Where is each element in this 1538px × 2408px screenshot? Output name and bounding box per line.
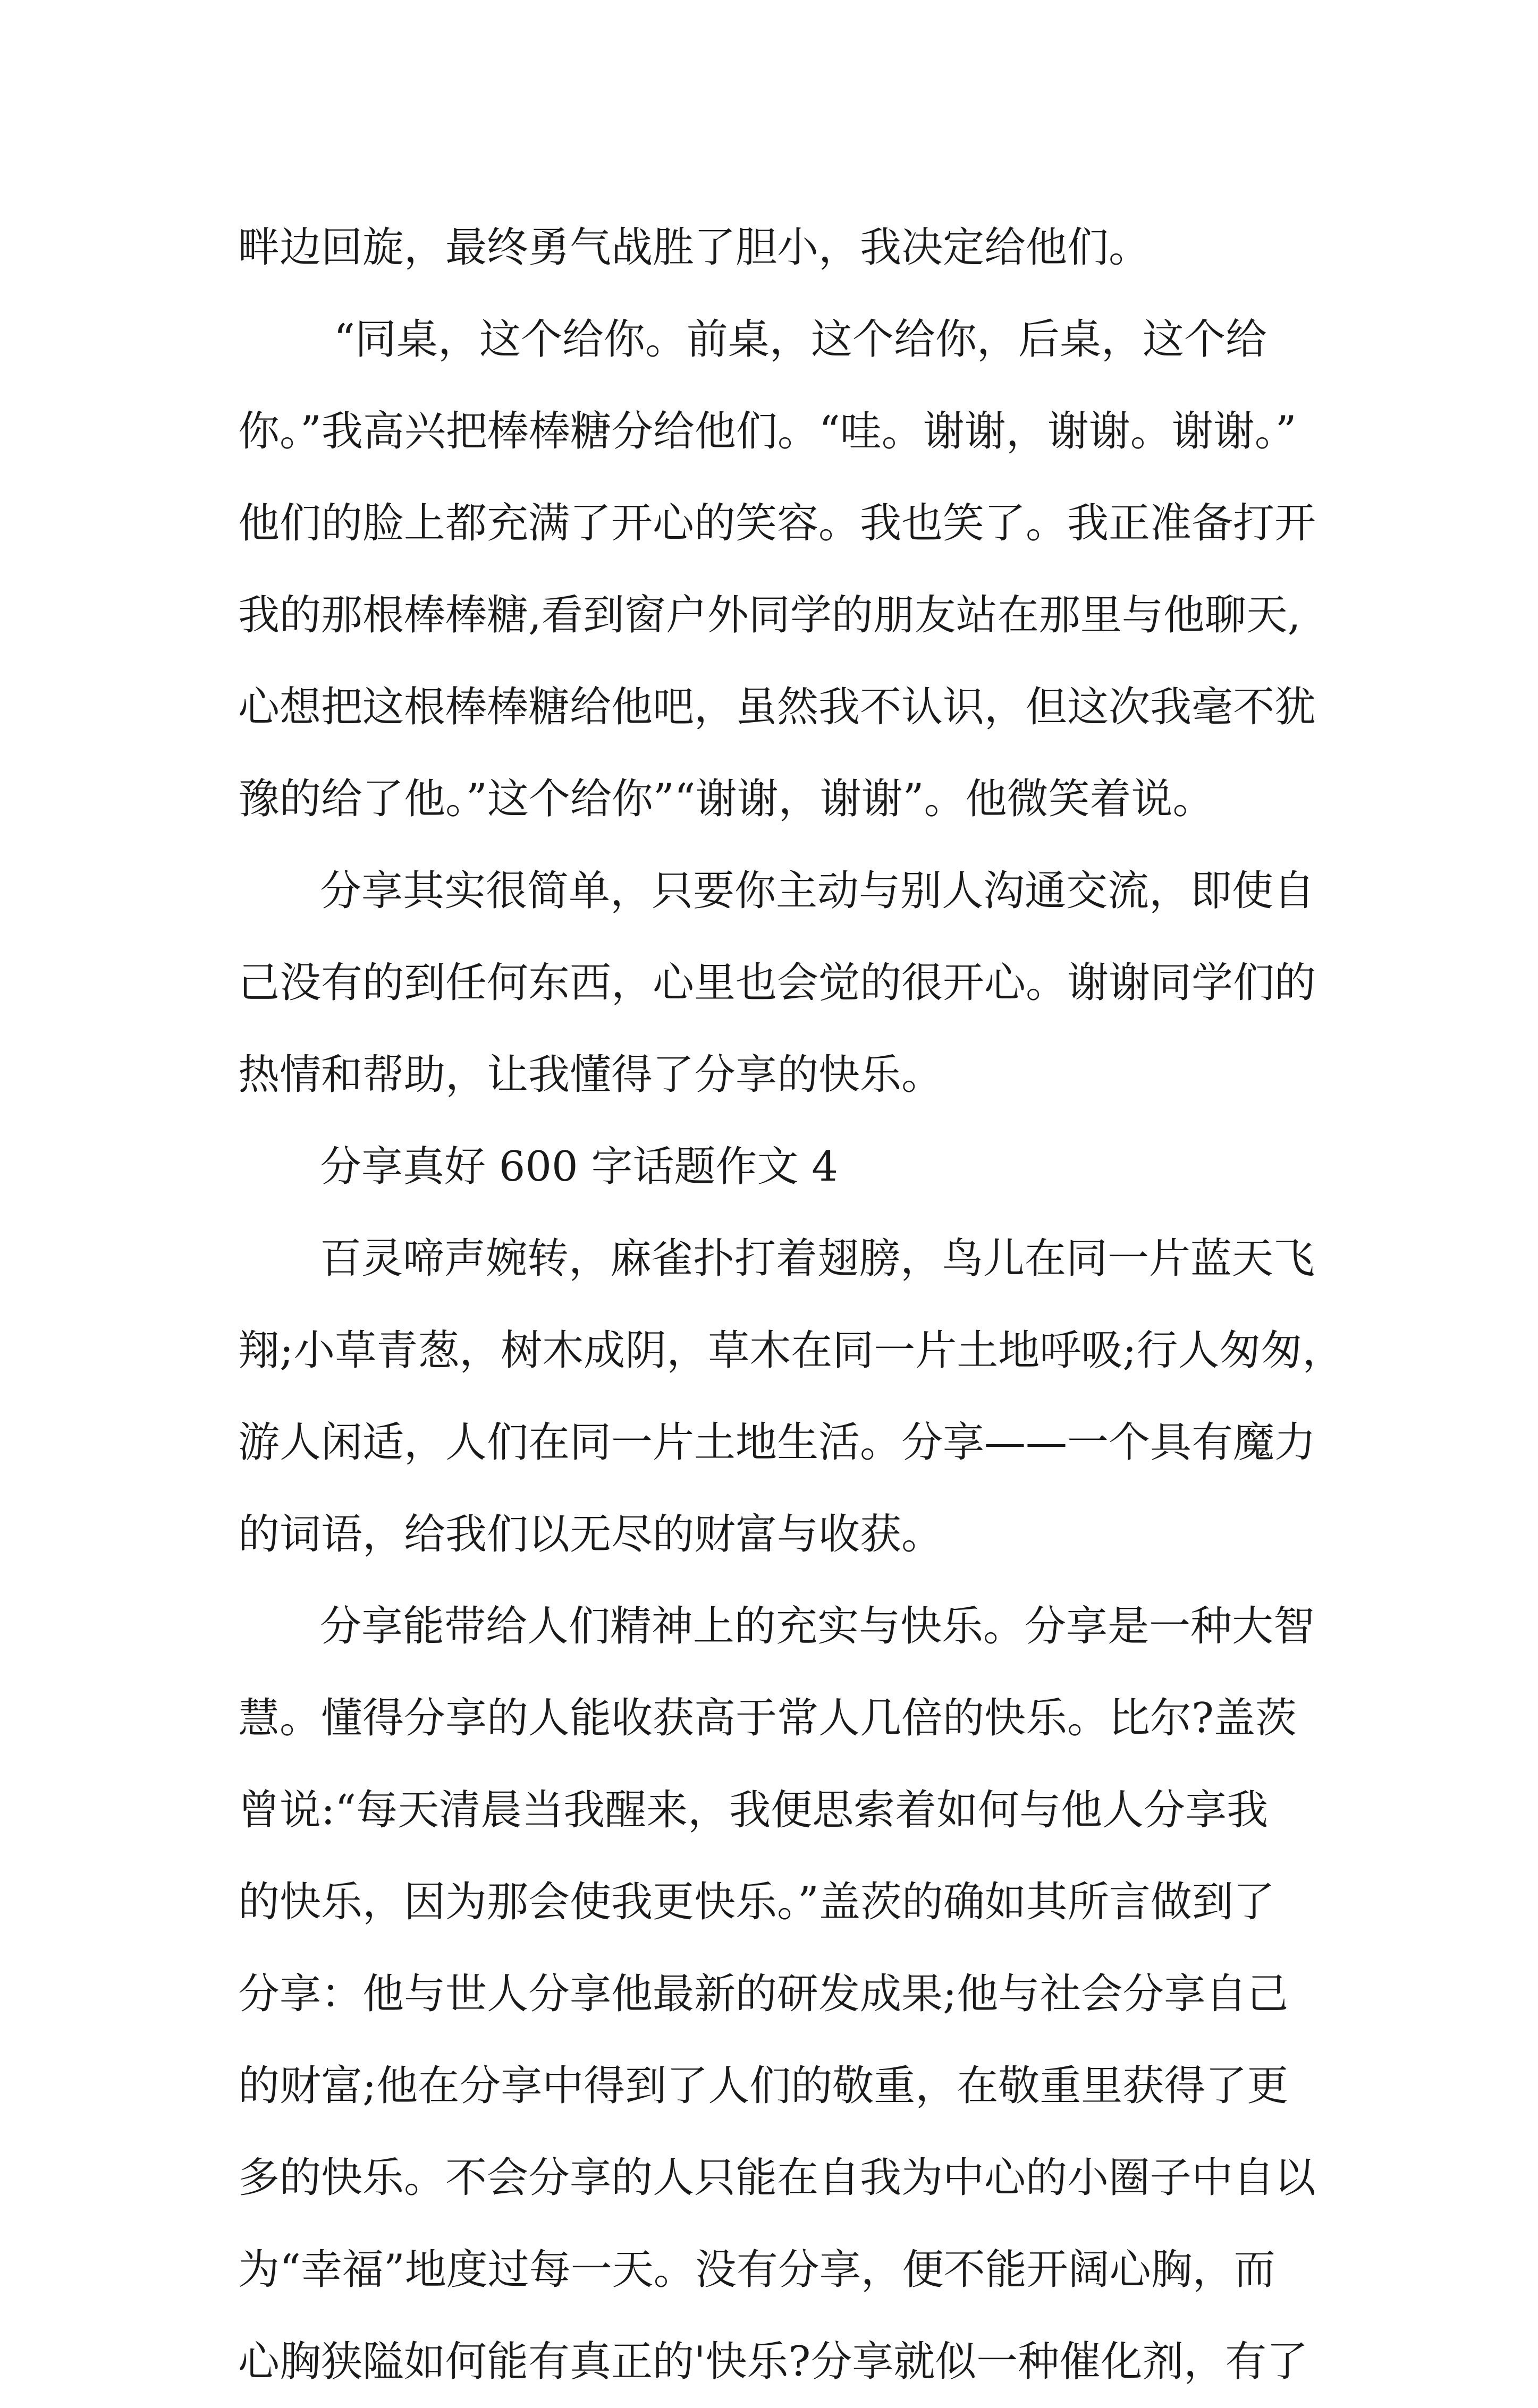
text-line: 分享能带给人们精神上的充实与快乐。分享是一种大智 — [320, 1602, 1315, 1650]
text-line: 慧。懂得分享的人能收获高于常人几倍的快乐。比尔?盖茨 — [238, 1694, 1297, 1742]
text-line: 他们的脸上都充满了开心的笑容。我也笑了。我正准备打开 — [238, 499, 1316, 547]
text-line: 己没有的到任何东西，心里也会觉的很开心。谢谢同学们的 — [238, 959, 1316, 1007]
text-line: 为“幸福”地度过每一天。没有分享，便不能开阔心胸，而 — [238, 2246, 1275, 2294]
text-line: 分享其实很简单，只要你主动与别人沟通交流，即使自 — [320, 867, 1315, 915]
text-line: 热情和帮助，让我懂得了分享的快乐。 — [238, 1051, 943, 1099]
text-line: 畔边回旋，最终勇气战胜了胆小，我决定给他们。 — [238, 224, 1151, 272]
text-line: 心想把这根棒棒糖给他吧，虽然我不认识，但这次我毫不犹 — [238, 683, 1316, 731]
text-line: 百灵啼声婉转，麻雀扑打着翅膀，鸟儿在同一片蓝天飞 — [320, 1235, 1315, 1283]
section-heading: 分享真好 600 字话题作文 4 — [320, 1143, 838, 1191]
text-line: 我的那根棒棒糖,看到窗户外同学的朋友站在那里与他聊天, — [238, 591, 1301, 639]
text-line: 豫的给了他。”这个给你”“谢谢，谢谢”。他微笑着说。 — [238, 775, 1214, 823]
text-line: 游人闲适，人们在同一片土地生活。分享——一个具有魔力 — [238, 1419, 1316, 1466]
text-line: 曾说:“每天清晨当我醒来，我便思索着如何与他人分享我 — [238, 1786, 1269, 1834]
text-line: 翔;小草青葱，树木成阴，草木在同一片土地呼吸;行人匆匆， — [238, 1327, 1344, 1375]
text-line: “同桌，这个给你。前桌，这个给你，后桌，这个给 — [334, 316, 1267, 363]
text-line: 心胸狭隘如何能有真正的'快乐?分享就似一种催化剂，有了 — [238, 2338, 1308, 2386]
text-line: 分享：他与世人分享他最新的研发成果;他与社会分享自己 — [238, 1970, 1289, 2018]
text-line: 的词语，给我们以无尽的财富与收获。 — [238, 1511, 943, 1558]
text-line: 的快乐，因为那会使我更快乐。”盖茨的确如其所言做到了 — [238, 1878, 1275, 1926]
body-text — [238, 202, 1344, 2408]
text-line: 的财富;他在分享中得到了人们的敬重，在敬重里获得了更 — [238, 2062, 1289, 2110]
text-line: 你。”我高兴把棒棒糖分给他们。“哇。谢谢，谢谢。谢谢。” — [238, 408, 1297, 455]
text-line: 多的快乐。不会分享的人只能在自我为中心的小圈子中自以 — [238, 2154, 1316, 2202]
